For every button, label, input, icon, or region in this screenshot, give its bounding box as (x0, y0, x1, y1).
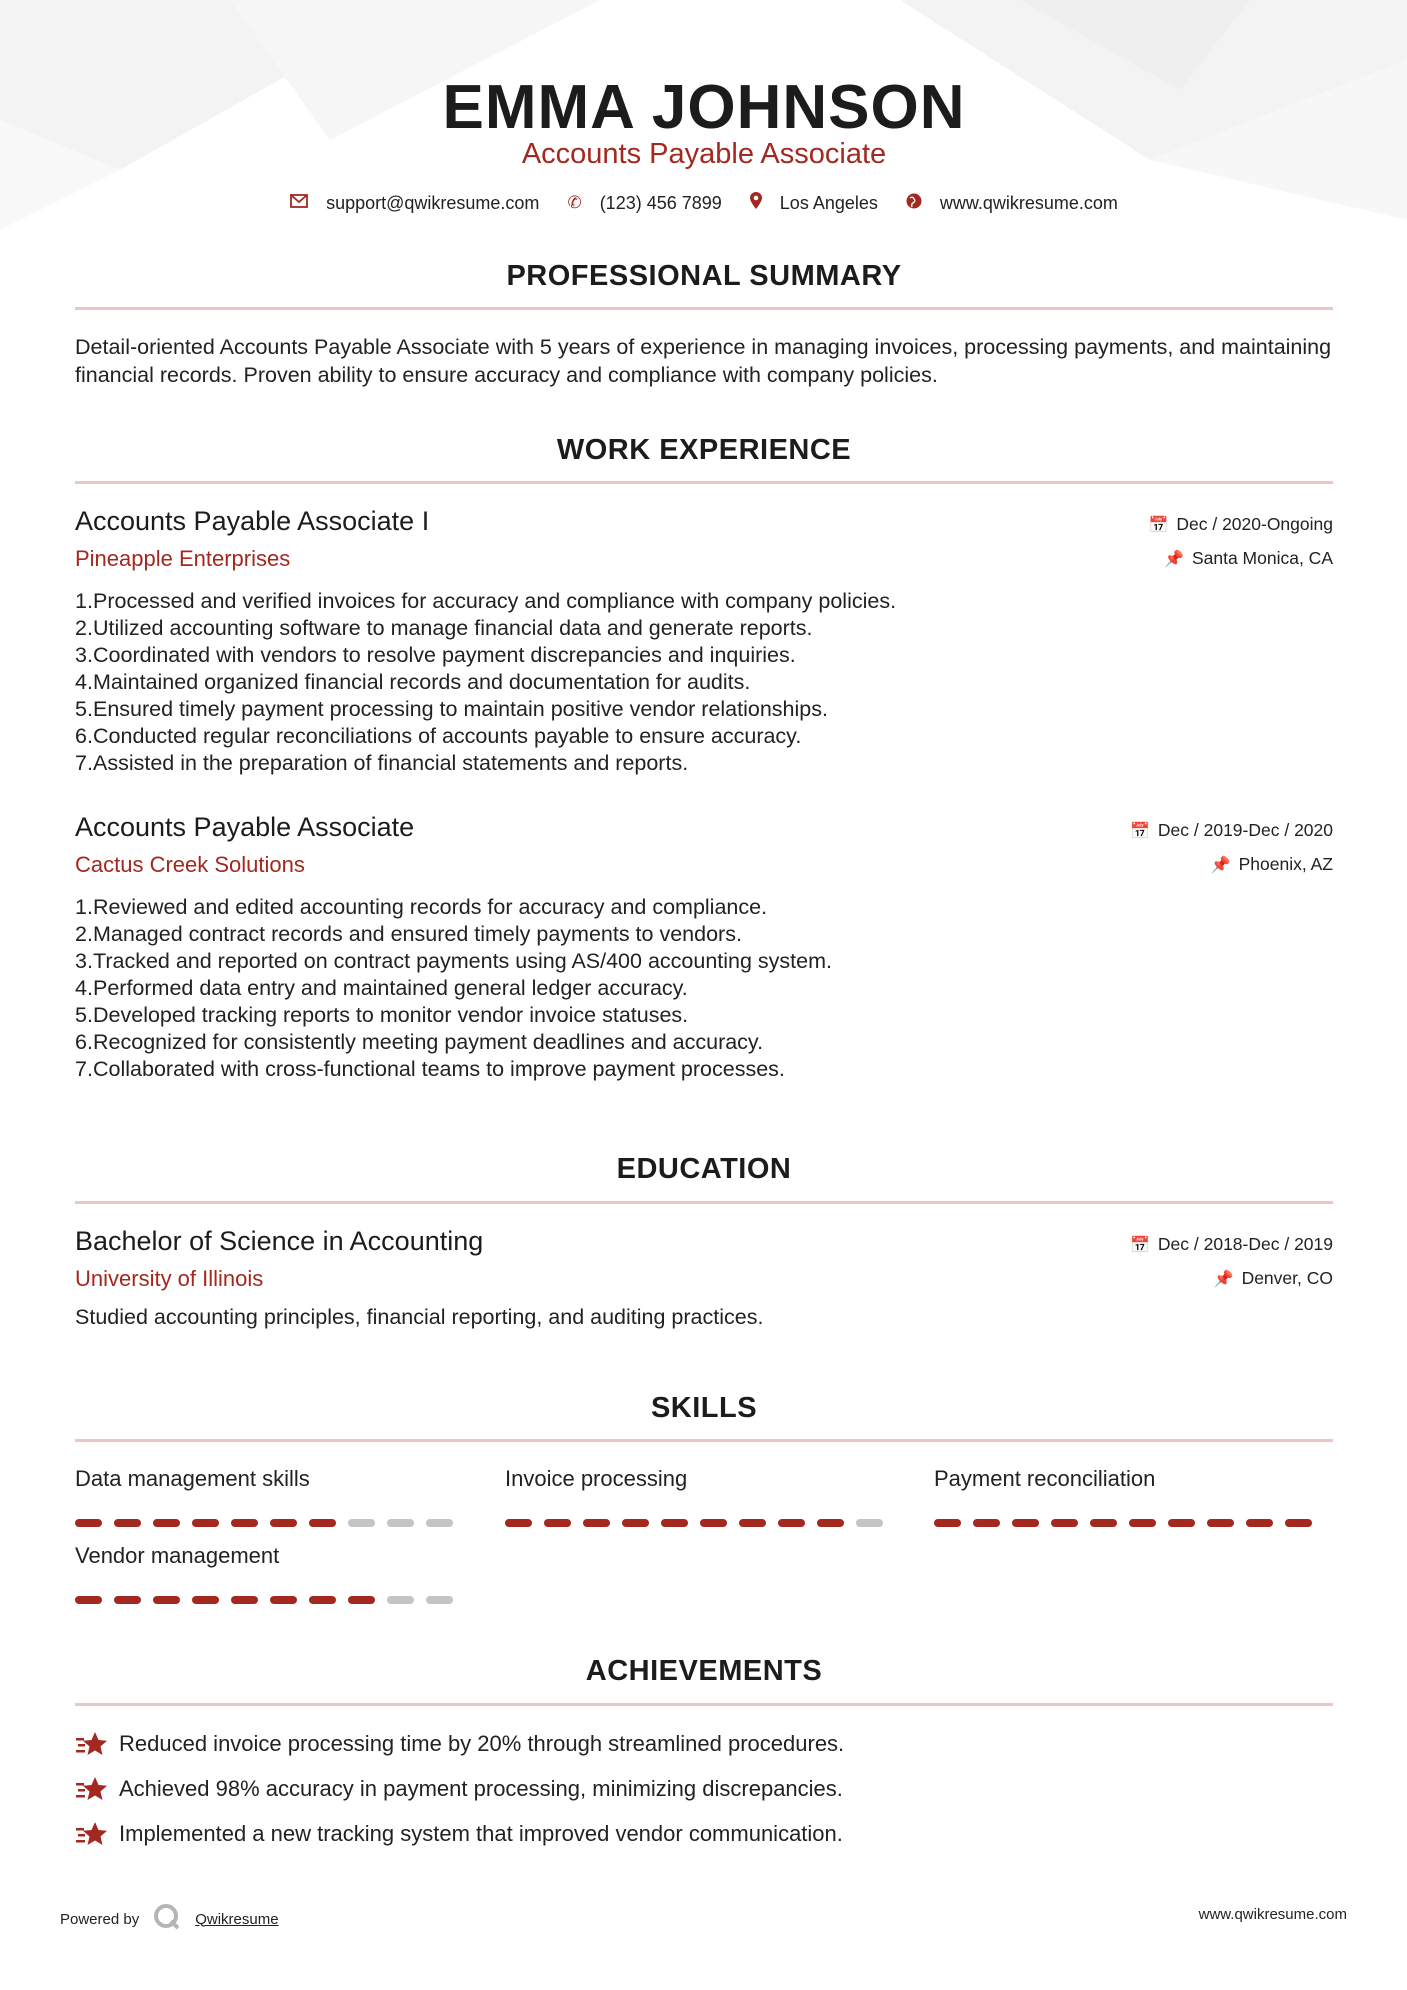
achievements-heading: ACHIEVEMENTS (585, 1655, 823, 1687)
skill-label: Vendor management (75, 1543, 280, 1568)
powered-by-text: Powered by (60, 1910, 140, 1928)
phone-icon: ✆ (567, 193, 582, 212)
footer-branding (60, 1903, 279, 1935)
skill-dash-filled (309, 1519, 336, 1527)
skill-dash-filled (544, 1519, 571, 1527)
qwikresume-link[interactable]: Qwikresume (195, 1910, 279, 1928)
list-item: 1. Processed and verified invoices for accuracy and compliance with company policies. (75, 589, 897, 613)
achievement-item (75, 1819, 1333, 1849)
star-award-icon (75, 1774, 109, 1804)
education-date (1130, 1234, 1333, 1255)
location-text: Los Angeles (779, 192, 878, 213)
skill-dash-filled (583, 1519, 610, 1527)
skill-dash-filled (231, 1519, 258, 1527)
skill-item (75, 1466, 455, 1492)
summary-text: Detail-oriented Accounts Payable Associate with 5 years of experience in managing invoices, processing payments, and maintaining financial records. Proven ability to ensure accuracy and compliance with company policies. (75, 335, 1332, 387)
skill-dash-filled (1012, 1519, 1039, 1527)
job-bullets (75, 894, 832, 1083)
skill-dash-filled (270, 1519, 297, 1527)
contact-phone[interactable] (567, 193, 721, 214)
skill-dash-filled (75, 1596, 102, 1604)
achievement-item (75, 1774, 1333, 1804)
list-item: 1. Reviewed and edited accounting records for accuracy and compliance. (75, 895, 768, 919)
degree-title: Bachelor of Science in Accounting (75, 1226, 484, 1256)
pushpin-icon: 📌 (1164, 550, 1184, 568)
school-name: University of Illinois (75, 1266, 264, 1291)
skill-dash-filled (778, 1519, 805, 1527)
qwikresume-logo-icon (153, 1903, 181, 1935)
list-item: 2. Utilized accounting software to manage financial data and generate reports. (75, 616, 813, 640)
skill-dash-filled (1168, 1519, 1195, 1527)
skill-dash-filled (1207, 1519, 1234, 1527)
list-item: 5. Ensured timely payment processing to maintain positive vendor relationships. (75, 697, 828, 721)
summary-divider (75, 307, 1333, 310)
skills-divider (75, 1439, 1333, 1442)
list-item: 3. Coordinated with vendors to resolve payment discrepancies and inquiries. (75, 643, 796, 667)
skill-label: Invoice processing (505, 1466, 688, 1491)
job-date-text: Dec / 2019-Dec / 2020 (1157, 820, 1333, 840)
contact-location (750, 192, 878, 214)
skill-dash-filled (1051, 1519, 1078, 1527)
calendar-icon: 📅 (1129, 1236, 1150, 1254)
list-item: 7. Collaborated with cross-functional teams to improve payment processes. (75, 1057, 785, 1081)
list-item: 5. Developed tracking reports to monitor vendor invoice statuses. (75, 1003, 689, 1027)
achievement-text: Achieved 98% accuracy in payment processing, minimizing discrepancies. (119, 1776, 843, 1801)
list-item: 6. Conducted regular reconciliations of accounts payable to ensure accuracy. (75, 724, 802, 748)
achievement-text: Implemented a new tracking system that improved vendor communication. (119, 1821, 843, 1846)
skill-dash-filled (1246, 1519, 1273, 1527)
skill-item (75, 1543, 455, 1569)
list-item: 4. Maintained organized financial records and documentation for audits. (75, 670, 751, 694)
skill-dash-filled (661, 1519, 688, 1527)
contact-bar (75, 192, 1333, 214)
envelope-icon (290, 193, 308, 213)
skill-dash-filled (934, 1519, 961, 1527)
achievements-divider (75, 1703, 1333, 1706)
skills-heading: SKILLS (650, 1392, 758, 1424)
job-location-text: Phoenix, AZ (1238, 854, 1333, 874)
job-company: Cactus Creek Solutions (75, 852, 305, 877)
calendar-icon: 📅 (1129, 822, 1150, 840)
skill-dash-empty (387, 1596, 414, 1604)
star-award-icon (75, 1729, 109, 1759)
phone-text: (123) 456 7899 (599, 192, 722, 213)
skill-dash-filled (309, 1596, 336, 1604)
calendar-icon: 📅 (1148, 516, 1169, 534)
achievement-item (75, 1729, 1333, 1759)
star-award-icon (75, 1819, 109, 1849)
footer-website[interactable]: www.qwikresume.com (1198, 1906, 1347, 1923)
skill-rating (505, 1519, 883, 1527)
skill-label: Payment reconciliation (934, 1466, 1156, 1491)
summary-heading: PROFESSIONAL SUMMARY (506, 260, 902, 292)
skill-dash-filled (153, 1596, 180, 1604)
skill-dash-filled (817, 1519, 844, 1527)
job-location (1211, 854, 1333, 875)
education-date-text: Dec / 2018-Dec / 2019 (1157, 1234, 1333, 1254)
experience-heading: WORK EXPERIENCE (556, 434, 852, 466)
globe-icon (906, 193, 922, 214)
skill-dash-empty (387, 1519, 414, 1527)
list-item: 6. Recognized for consistently meeting payment deadlines and accuracy. (75, 1030, 764, 1054)
skill-rating (75, 1596, 453, 1604)
job-company: Pineapple Enterprises (75, 546, 291, 571)
education-heading: EDUCATION (616, 1153, 792, 1185)
website-text: www.qwikresume.com (939, 192, 1118, 213)
contact-website[interactable] (906, 193, 1118, 214)
job-title: Accounts Payable Associate I (75, 506, 430, 536)
skill-dash-empty (856, 1519, 883, 1527)
list-item: 7. Assisted in the preparation of financial statements and reports. (75, 751, 689, 775)
skill-rating (934, 1519, 1312, 1527)
skill-dash-filled (153, 1519, 180, 1527)
job-date (1148, 514, 1333, 535)
skill-dash-filled (270, 1596, 297, 1604)
job-date-text: Dec / 2020-Ongoing (1176, 514, 1333, 534)
pushpin-icon: 📌 (1210, 856, 1231, 874)
skill-dash-filled (1090, 1519, 1117, 1527)
skill-dash-empty (348, 1519, 375, 1527)
experience-divider (75, 481, 1333, 484)
skill-dash-filled (114, 1596, 141, 1604)
education-location (1214, 1268, 1333, 1289)
education-location-text: Denver, CO (1241, 1268, 1333, 1288)
email-text: support@qwikresume.com (326, 192, 540, 213)
contact-email[interactable] (290, 193, 539, 214)
achievement-text: Reduced invoice processing time by 20% through streamlined procedures. (119, 1731, 845, 1756)
skill-dash-filled (622, 1519, 649, 1527)
skill-item (934, 1466, 1314, 1492)
job-location-text: Santa Monica, CA (1191, 548, 1333, 568)
list-item: 2. Managed contract records and ensured timely payments to vendors. (75, 922, 742, 946)
job-bullets (75, 588, 896, 777)
skill-dash-filled (75, 1519, 102, 1527)
skill-dash-filled (739, 1519, 766, 1527)
skill-dash-empty (426, 1596, 453, 1604)
skill-label: Data management skills (75, 1466, 310, 1491)
skill-dash-filled (231, 1596, 258, 1604)
skill-dash-filled (505, 1519, 532, 1527)
list-item: 4. Performed data entry and maintained general ledger accuracy. (75, 976, 688, 1000)
job-date (1130, 820, 1333, 841)
candidate-title: Accounts Payable Associate (521, 138, 887, 170)
skill-dash-filled (973, 1519, 1000, 1527)
skill-dash-filled (700, 1519, 727, 1527)
skill-dash-filled (1129, 1519, 1156, 1527)
skill-item (505, 1466, 885, 1492)
education-divider (75, 1201, 1333, 1204)
job-location (1164, 548, 1333, 569)
list-item: 3. Tracked and reported on contract payments using AS/400 accounting system. (75, 949, 832, 973)
education-description: Studied accounting principles, financial reporting, and auditing practices. (75, 1305, 764, 1329)
map-pin-icon (750, 192, 762, 214)
skill-rating (75, 1519, 453, 1527)
job-title: Accounts Payable Associate (75, 812, 415, 842)
skill-dash-filled (1285, 1519, 1312, 1527)
skill-dash-filled (348, 1596, 375, 1604)
skill-dash-filled (192, 1519, 219, 1527)
pushpin-icon: 📌 (1213, 1270, 1234, 1288)
skill-dash-empty (426, 1519, 453, 1527)
skill-dash-filled (192, 1596, 219, 1604)
candidate-name: EMMA JOHNSON (442, 73, 966, 142)
skill-dash-filled (114, 1519, 141, 1527)
